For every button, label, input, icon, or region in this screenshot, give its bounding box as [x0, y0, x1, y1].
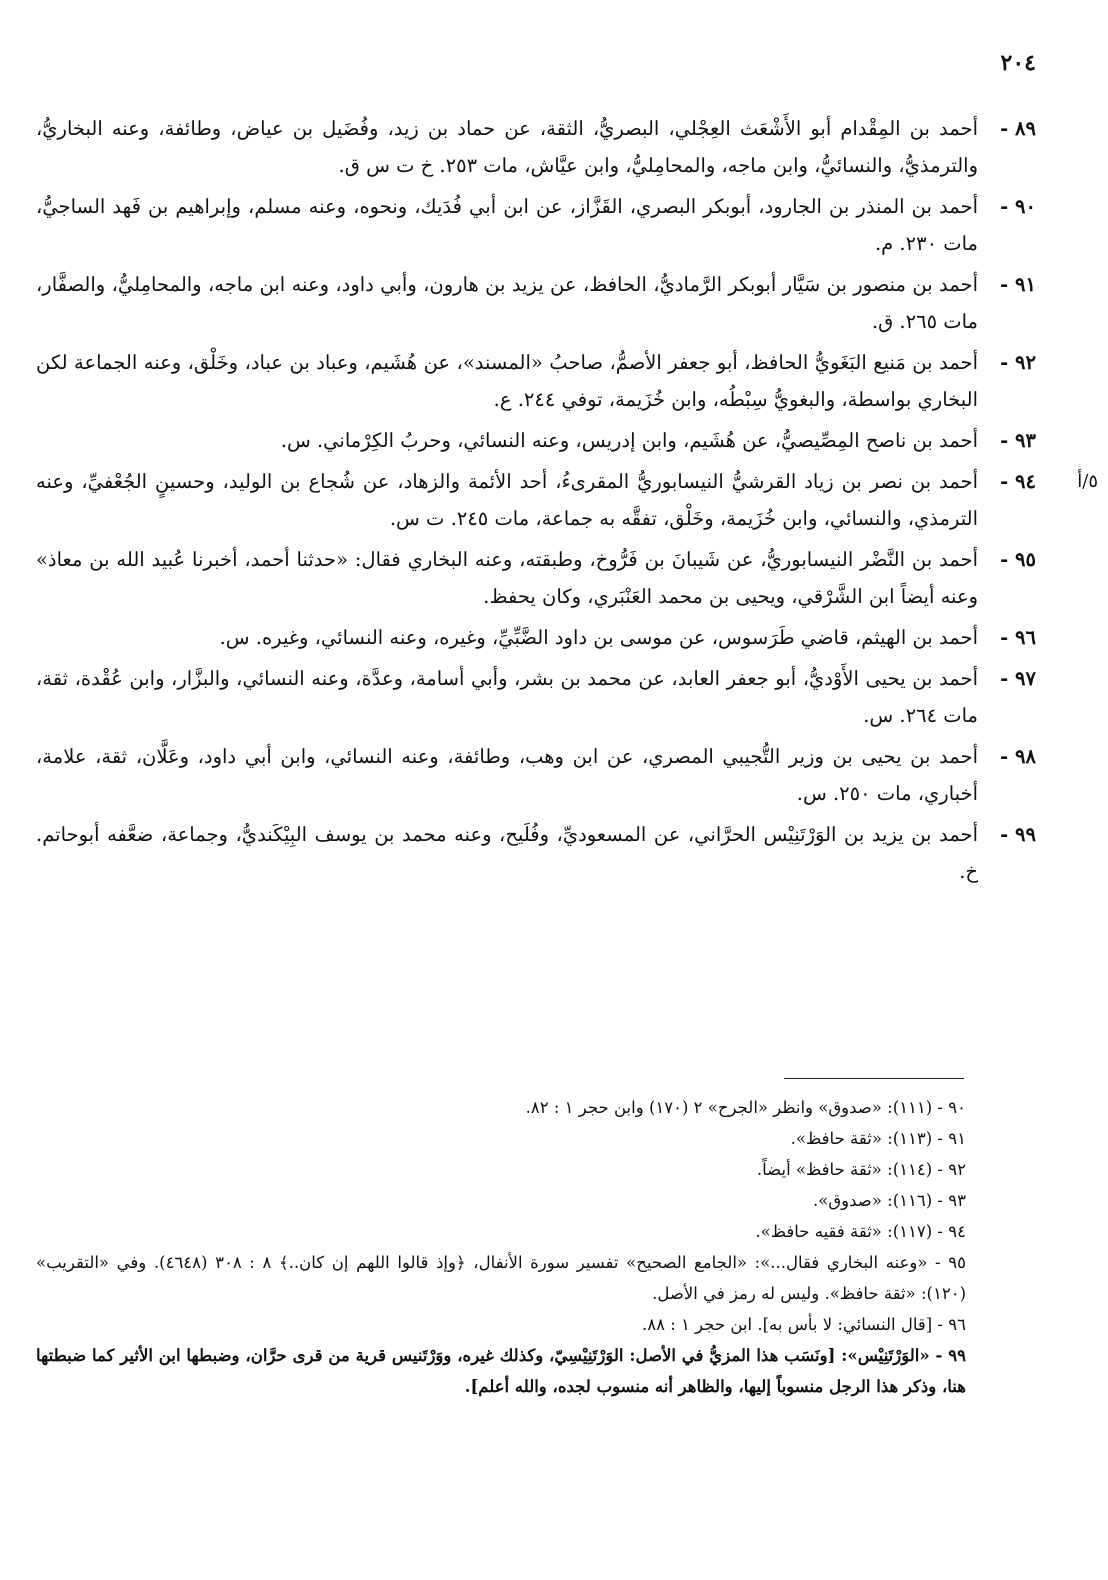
- biography-entry: [36, 738, 1036, 812]
- biography-entry: [36, 110, 1036, 184]
- entry-text: أحمد بن نصر بن زياد القرشيُّ النيسابوريُّ المقرىءُ، أحد الأئمة والزهاد، عن شُجاع بن الوليد، وحسينٍ الجُعْفيِّ، وعنه الترمذي، والنسائي، وابن خُزَيمة، وخَلْق، تفقَّه به جماعة، مات ٢٤٥. ت س.: [36, 470, 978, 530]
- entry-text: أحمد بن النَّضْر النيسابوريُّ، عن شَيبانَ بن فَرُّوخ، وطبقته، وعنه البخاري فقال: «حدثنا أحمد، أخبرنا عُبيد الله بن معاذ» وعنه أيضاً ابن الشَّرْقي، ويحيى بن محمد العَنْبَري، وكان يحفظ.: [36, 548, 978, 608]
- footnote: ٩٢ - (١١٤): «ثقة حافظ» أيضاً.: [756, 1160, 966, 1179]
- entry-number: ٩٤ -: [1000, 470, 1036, 493]
- biography-entry: [36, 344, 1036, 418]
- biography-entry: [36, 816, 1036, 890]
- entry-number: ٩٦ -: [1000, 626, 1036, 649]
- entry-text: أحمد بن يزيد بن الوَرْتَنِيْس الحرَّاني، عن المسعوديِّ، وفُلَيح، وعنه محمد بن يوسف البِيْكَنديُّ، وجماعة، ضعَّفه أبوحاتم. خ.: [36, 823, 978, 883]
- entry-text: أحمد بن ناصح المِصِّيصيُّ، عن هُشَيم، وابن إدريس، وعنه النسائي، وحربُ الكِرْماني. س.: [280, 429, 978, 452]
- entry-text: أحمد بن مَنيع البَغَويُّ الحافظ، أبو جعفر الأصمُّ، صاحبُ «المسند»، عن هُشَيم، وعباد بن عباد، وخَلْق، وعنه الجماعة لكن البخاري بواسطة، والبغويُّ سِبْطُه، وابن خُزَيمة، توفي ٢٤٤. ع.: [36, 351, 978, 411]
- entry-text: أحمد بن منصور بن سَيَّار أبوبكر الرَّماديُّ، الحافظ، عن يزيد بن هارون، وأبي داود، وعنه ابن ماجه، والمحامِليُّ، والصفَّار، مات ٢٦٥. ق.: [36, 273, 978, 333]
- biography-entry: [36, 188, 1036, 262]
- footnote: ٩٠ - (١١١): «صدوق» وانظر «الجرح» ٢ (١٧٠) وابن حجر ١ : ٨٢.: [525, 1098, 966, 1117]
- footnote: ٩٣ - (١١٦): «صدوق».: [813, 1191, 966, 1210]
- biography-entry: [36, 266, 1036, 340]
- entry-number: ٩١ -: [1000, 273, 1036, 296]
- footnote: ٩٦ - [قال النسائي: لا بأس به]. ابن حجر ١ : ٨٨.: [641, 1315, 966, 1334]
- entry-number: ٩٩ -: [1000, 823, 1036, 846]
- footnote: ٩٩ - «الوَرْتَنِيْس»: [ونَسَب هذا المزيُّ في الأصل: الوَرْتَنِيْسِيّ، وكذلك غيره، ووَرْتَنيس قرية من قرى حرَّان، وضبطها ابن الأثير كما ضبطتها هنا، وذكر هذا الرجل منسوباً إليها، والظاهر أنه منسوب لجده، والله أعلم].: [36, 1346, 966, 1396]
- entry-number: ٩٢ -: [1000, 351, 1036, 374]
- biography-entry: [36, 422, 1036, 459]
- footnotes: [36, 1092, 1036, 1402]
- entry-text: أحمد بن الهيثم، قاضي طَرَسوس، عن موسى بن داود الضَّبِّيِّ، وغيره، وعنه النسائي، وغيره. س.: [219, 626, 978, 649]
- page-number: ٢٠٤: [1000, 50, 1036, 76]
- margin-folio-note: ٥/أ: [1077, 471, 1098, 492]
- biography-entry: [36, 541, 1036, 615]
- entry-number: ٨٩ -: [1000, 117, 1036, 140]
- entry-text: أحمد بن يحيى الأَوْديُّ، أبو جعفر العابد، عن محمد بن بشر، وأبي أسامة، وعدَّة، وعنه النسائي، والبزَّار، وابن عُقْدة، ثقة، مات ٢٦٤. س.: [36, 667, 978, 727]
- entry-text: أحمد بن المنذر بن الجارود، أبوبكر البصري، القَزَّاز، عن ابن أبي فُدَيك، ونحوه، وعنه مسلم، وإبراهيم بن فَهد الساجيُّ، مات ٢٣٠. م.: [36, 195, 978, 255]
- footnote: ٩٥ - «وعنه البخاري فقال...»: «الجامع الصحيح» تفسير سورة الأنفال، ﴿وإذ قالوا اللهم إن كان..﴾ ٨ : ٣٠٨ (٤٦٤٨). وفي «التقريب» (١٢٠): «ثقة حافظ». وليس له رمز في الأصل.: [36, 1253, 966, 1303]
- entry-number: ٩٣ -: [1000, 429, 1036, 452]
- entry-number: ٩٥ -: [1000, 548, 1036, 571]
- biography-entries: [36, 110, 1098, 894]
- entry-text: أحمد بن المِقْدام أبو الأَشْعَث العِجْلي، البصريُّ، الثقة، عن حماد بن زيد، وفُضَيل بن عياض، وطائفة، وعنه البخاريُّ، والترمذيُّ، والنسائيُّ، وابن ماجه، والمحامِليُّ، وابن عيَّاش، مات ٢٥٣. خ ت س ق.: [36, 117, 978, 177]
- entry-number: ٩٧ -: [1000, 667, 1036, 690]
- footnote: ٩٤ - (١١٧): «ثقة فقيه حافظ».: [755, 1222, 966, 1241]
- entry-text: أحمد بن يحيى بن وزير التُّجيبي المصري، عن ابن وهب، وطائفة، وعنه النسائي، وابن أبي داود، وعَلَّان، ثقة، علامة، أخباري، مات ٢٥٠. س.: [36, 745, 978, 805]
- entry-number: ٩٨ -: [1000, 745, 1036, 768]
- biography-entry: [36, 660, 1036, 734]
- biography-entry: [36, 463, 1098, 537]
- footnote: ٩١ - (١١٣): «ثقة حافظ».: [790, 1129, 966, 1148]
- entry-number: ٩٠ -: [1000, 195, 1036, 218]
- biography-entry: [36, 619, 1036, 656]
- footnote-divider: [784, 1078, 964, 1079]
